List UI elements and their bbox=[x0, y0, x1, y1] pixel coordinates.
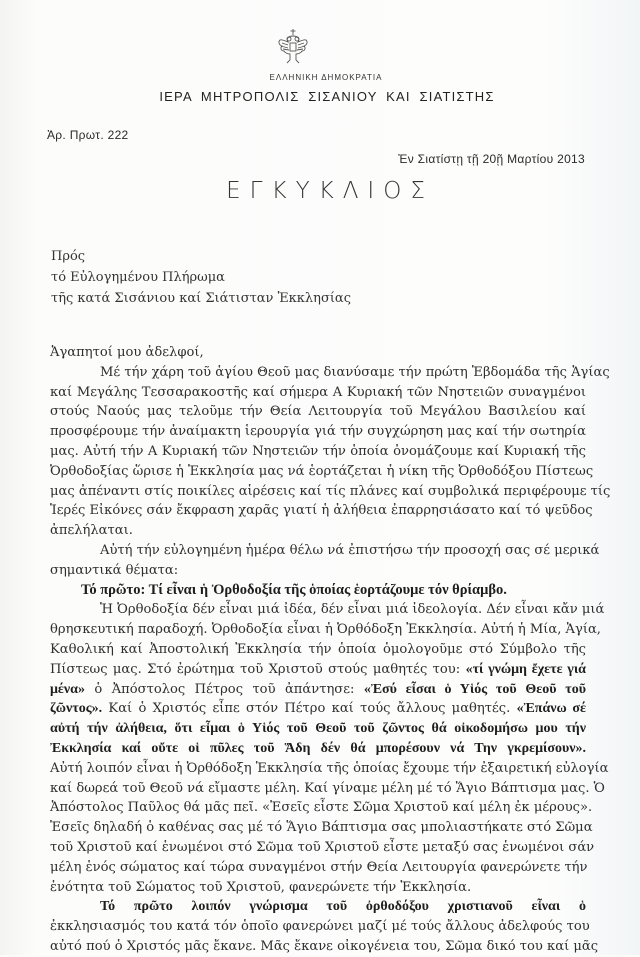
salutation: Ἀγαπητοί μου ἀδελφοί, bbox=[50, 345, 204, 360]
paragraph-line: Ὀρθοδοξίας ὥρισε ἡ Ἐκκλησία μας νά ἑορτάζεται ἡ νίκη τῆς Ὀρθοδόξου Πίστεως bbox=[50, 463, 594, 479]
text-segment: Πίστεως μας. Στό ἐρώτημα τοῦ Χριστοῦ στούς μαθητές του: bbox=[50, 661, 461, 677]
paragraph-line: Ἱερές Εἰκόνες σάν ἔκφραση χαρᾶς γιατί ἡ ἀλήθεια ἐπαρρησιάσατο καί τό ψεῦδος bbox=[50, 503, 593, 519]
paragraph-line-bold: Τό πρῶτο λοιπόν γνώρισμα τοῦ ὀρθοδόξου χριστιανοῦ εἶναι ὁ bbox=[100, 899, 586, 915]
paragraph-line: καί Μεγάλης Τεσσαρακοστῆς καί σήμερα Α Κυριακή τῶν Νηστειῶν συναγμένοι bbox=[50, 384, 586, 400]
protocol-number: Ἀρ. Πρωτ. 222 bbox=[47, 128, 129, 142]
paragraph-line: τοῦ Χριστοῦ καί ἑνωμένοι στό Σῶμα τοῦ Χριστοῦ εἶστε μεταξύ σας ἑνωμένοι σάν bbox=[50, 839, 595, 855]
quote-bold: «τί γνώμη ἔχετε γιά bbox=[465, 661, 586, 677]
paragraph-line: σημαντικά θέματα: bbox=[50, 562, 179, 578]
addressee-line: Πρός bbox=[51, 249, 86, 264]
paragraph-line: Αὐτή λοιπόν εἶναι ἡ Ὀρθόδοξη Ἐκκλησία τῆς ὁποίας ἔχουμε τήν ἐξαιρετική εὐλογία bbox=[50, 760, 609, 776]
quote-bold: μένα» bbox=[50, 681, 85, 697]
paragraph-line bbox=[50, 680, 586, 700]
paragraph-line bbox=[50, 699, 586, 719]
text-segment: ὁ Ἀπόστολος Πέτρος τοῦ ἀπάντησε: bbox=[94, 681, 355, 697]
document-title: ΕΓΚΥΚΛΙΟΣ bbox=[226, 178, 434, 204]
paragraph-line: Μέ τήν χάρη τοῦ ἁγίου Θεοῦ μας διανύσαμε τήν πρώτη Ἑβδομάδα τῆς Ἁγίας bbox=[100, 364, 610, 380]
addressee-block bbox=[51, 246, 351, 309]
addressee-line: τῆς κατά Σισάνιου καί Σιάτισταν Ἐκκλησίας bbox=[51, 291, 351, 306]
metropolis-name: ΙΕΡΑ ΜΗΤΡΟΠΟΛΙΣ ΣΙΣΑΝΙΟΥ ΚΑΙ ΣΙΑΤΙΣΤΗΣ bbox=[159, 89, 495, 104]
text-segment: Καί ὁ Χριστός εἶπε στόν Πέτρο καί τούς ἄλλους μαθητές. bbox=[108, 701, 511, 717]
paragraph-line: μας. Αὐτή τήν Α Κυριακή τῶν Νηστειῶν τήν ὁποία ὀνομάζουμε καί Κυριακή τῆς bbox=[50, 443, 586, 459]
paragraph-line: ἐκκλησιασμός του κατά τόν ὁποῖο φανερώνει μαζί μέ τούς ἄλλους ἀδελφούς του bbox=[50, 919, 590, 935]
paragraph-line: Ἐσεῖς δηλαδή ὁ καθένας σας μέ τό Ἅγιο Βάπτισμα σας μπολιαστήκατε στό Σῶμα bbox=[50, 820, 593, 836]
paragraph-line-bold: Ἐκκλησία καί οὔτε οἱ πῦλες τοῦ Ἅδη δέν θά μπορέσουν νά Την γκρεμίσουν». bbox=[50, 740, 586, 756]
paragraph-line: ἀπελήλαται. bbox=[50, 523, 133, 539]
paragraph-line: στούς Ναούς μας τελοῦμε τήν Θεία Λειτουργία τοῦ Μεγάλου Βασιλείου καί bbox=[50, 404, 586, 420]
paragraph-line: προσφέρουμε τήν ἀναίμακτη ἱερουργία γιά τήν συγχώρηση μας καί τήν σωτηρία bbox=[50, 424, 586, 440]
paragraph-line-bold: αὐτή τήν ἀλήθεια, ὅτι εἶμαι ὁ Υἱός τοῦ Θεοῦ τοῦ ζῶντος θά οἰκοδομήσω μου τήν bbox=[50, 721, 586, 737]
paragraph-line: καί δωρεά τοῦ Θεοῦ νά εἴμαστε μέλη. Καί γίναμε μέλη μέ τό Ἅγιο Βάπτισμα μας. Ὁ bbox=[50, 780, 605, 796]
republic-label: ΕΛΛΗΝΙΚΗ ΔΗΜΟΚΡΑΤΙΑ bbox=[269, 73, 383, 82]
document-date: Ἐν Σιατίστῃ τῇ 20ῇ Μαρτίου 2013 bbox=[398, 152, 585, 166]
paragraph-line: αὐτό πού ὁ Χριστός μᾶς ἔκανε. Μᾶς ἔκανε οἰκογένεια του, Σῶμα δικό του καί μᾶς bbox=[50, 938, 599, 954]
quote-bold: «Ἐσύ εἶσαι ὁ Υἱός τοῦ Θεοῦ τοῦ bbox=[363, 681, 586, 697]
paragraph-line: μας ἀπέναντι στίς ποικίλες αἱρέσεις καί τίς πλάνες καί συμβολικά περιφέρουμε τίς bbox=[50, 483, 611, 499]
section-heading: Τό πρῶτο: Τί εἶναι ἡ Ὀρθοδοξία τῆς ὁποίας ἑορτάζουμε τόν θρίαμβο. bbox=[81, 581, 507, 598]
paragraph-line: θρησκευτική παραδοχή. Ὀρθοδοξία εἶναι ἡ Ὀρθόδοξη Ἐκκλησία. Αὐτή ἡ Μία, Ἁγία, bbox=[50, 622, 601, 638]
paragraph-line: Ἡ Ὀρθοδοξία δέν εἶναι μιά ἰδέα, δέν εἶναι μιά ἰδεολογία. Δέν εἶναι κἄν μιά bbox=[100, 602, 605, 618]
paragraph-line bbox=[50, 660, 586, 680]
paragraph-line: Ἀπόστολος Παῦλος θά μᾶς πεῖ. «Ἐσεῖς εἶστε Σῶμα Χριστοῦ καί μέλη ἐκ μέρους». bbox=[50, 800, 593, 816]
letter-body bbox=[50, 343, 611, 957]
addressee-line: τό Εὐλογημένου Πλήρωμα bbox=[51, 270, 225, 285]
double-headed-eagle-icon bbox=[276, 28, 310, 66]
paragraph-line: μέλη ἑνός σώματος καί τώρα συναγμένοι στήν Θεία Λειτουργία φανερώνετε τήν bbox=[50, 859, 588, 875]
paragraph-line: Καθολική καί Ἀποστολική Ἐκκλησία τήν ὁποία ὁμολογοῦμε στό Σύμβολο τῆς bbox=[50, 641, 586, 657]
quote-bold: «Ἐπάνω σέ bbox=[516, 701, 586, 717]
paragraph-line: Αὐτή τήν εὐλογημένη ἡμέρα θέλω νά ἐπιστήσω τήν προσοχή σας σέ μερικά bbox=[100, 542, 600, 558]
quote-bold: ζῶντος». bbox=[50, 701, 103, 717]
paragraph-line: ἑνότητα τοῦ Σώματος τοῦ Χριστοῦ, φανερώνετε τήν Ἐκκλησία. bbox=[50, 879, 472, 895]
